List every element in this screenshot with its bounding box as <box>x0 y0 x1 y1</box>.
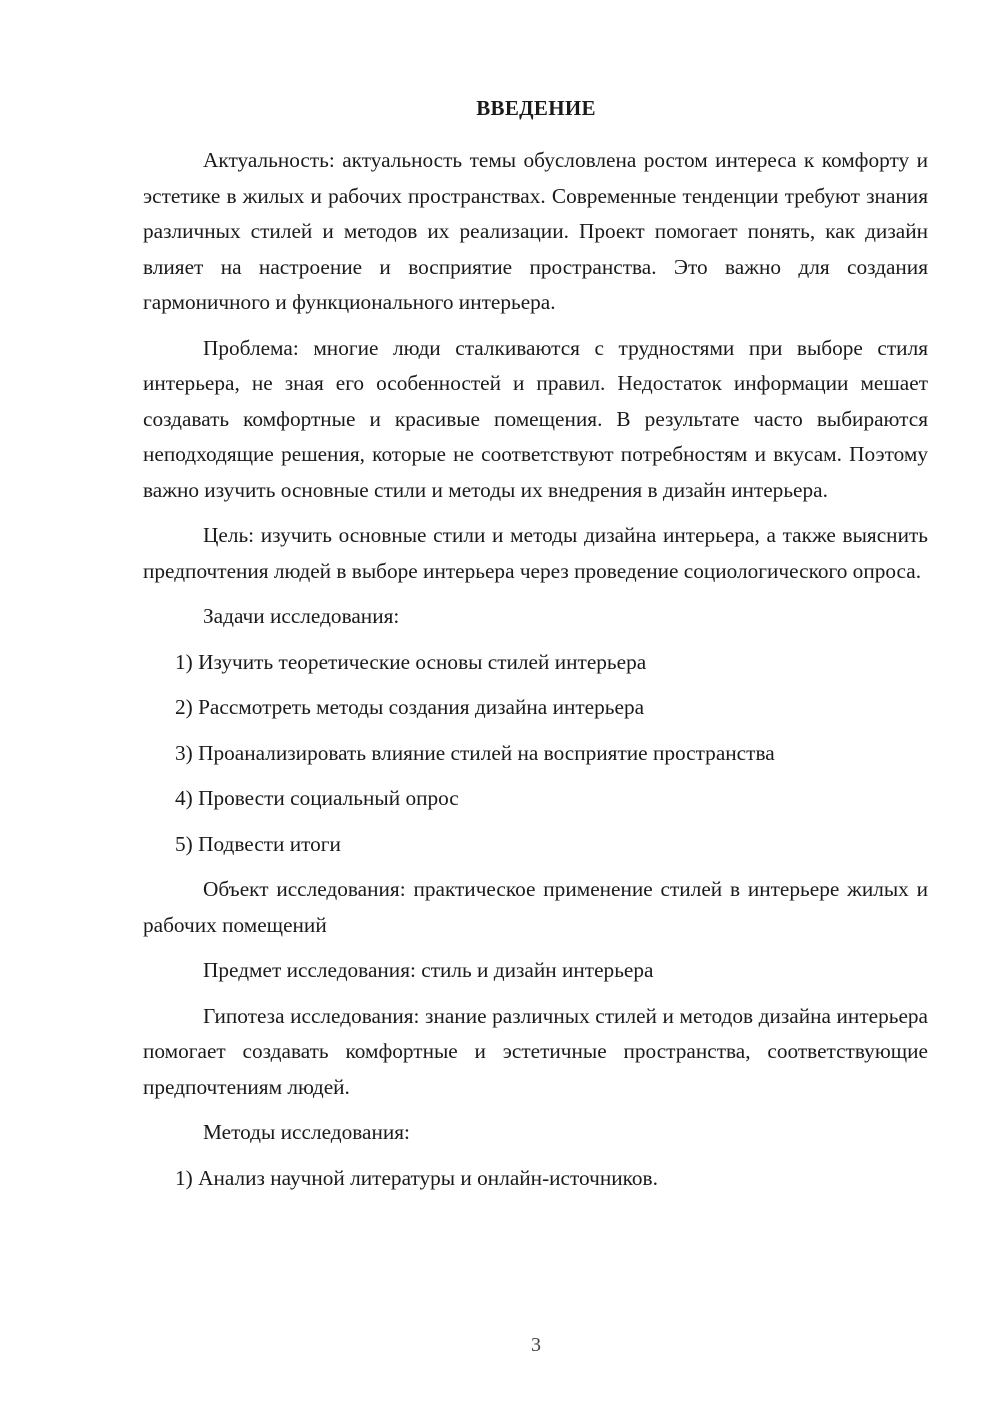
paragraph-object: Объект исследования: практическое применение стилей в интерьере жилых и рабочих помещений <box>143 877 928 937</box>
methods-heading: Методы исследования: <box>203 1120 410 1144</box>
paragraph-relevance: Актуальность: актуальность темы обусловлена ростом интереса к комфорту и эстетике в жилых и рабочих пространствах. Современные тенденции требуют знания различных стилей и методов их реализации. Проект помогает понять, как дизайн влияет на настроение и восприятие пространства. Это важно для создания гармоничного и функционального интерьера. <box>143 148 928 314</box>
task-item: 5) Подвести итоги <box>175 831 341 856</box>
method-item: 1) Анализ научной литературы и онлайн-источников. <box>175 1165 658 1190</box>
tasks-heading: Задачи исследования: <box>203 604 400 628</box>
document-body <box>143 143 928 1206</box>
task-item: 4) Провести социальный опрос <box>175 786 459 810</box>
task-item: 2) Рассмотреть методы создания дизайна интерьера <box>175 695 645 719</box>
paragraph-goal: Цель: изучить основные стили и методы дизайна интерьера, а также выяснить предпочтения людей в выборе интерьера через проведение социологического опроса. <box>143 523 928 583</box>
task-item: 3) Проанализировать влияние стилей на восприятие пространства <box>175 740 775 765</box>
paragraph-hypothesis: Гипотеза исследования: знание различных стилей и методов дизайна интерьера помогает создавать комфортные и эстетичные пространства, соответствующие предпочтениям людей. <box>143 1003 928 1099</box>
paragraph-problem: Проблема: многие люди сталкиваются с трудностями при выборе стиля интерьера, не зная его особенностей и правил. Недостаток информации мешает создавать комфортные и красивые помещения. В результате часто выбираются неподходящие решения, которые не соответствуют потребностям и вкусам. Поэтому важно изучить основные стили и методы их внедрения в дизайн интерьера. <box>143 335 928 502</box>
task-item: 1) Изучить теоретические основы стилей интерьера <box>175 649 647 674</box>
page-number: 3 <box>531 1334 541 1356</box>
paragraph-subject: Предмет исследования: стиль и дизайн интерьера <box>203 958 654 982</box>
page-title: ВВЕДЕНИЕ <box>476 96 596 120</box>
